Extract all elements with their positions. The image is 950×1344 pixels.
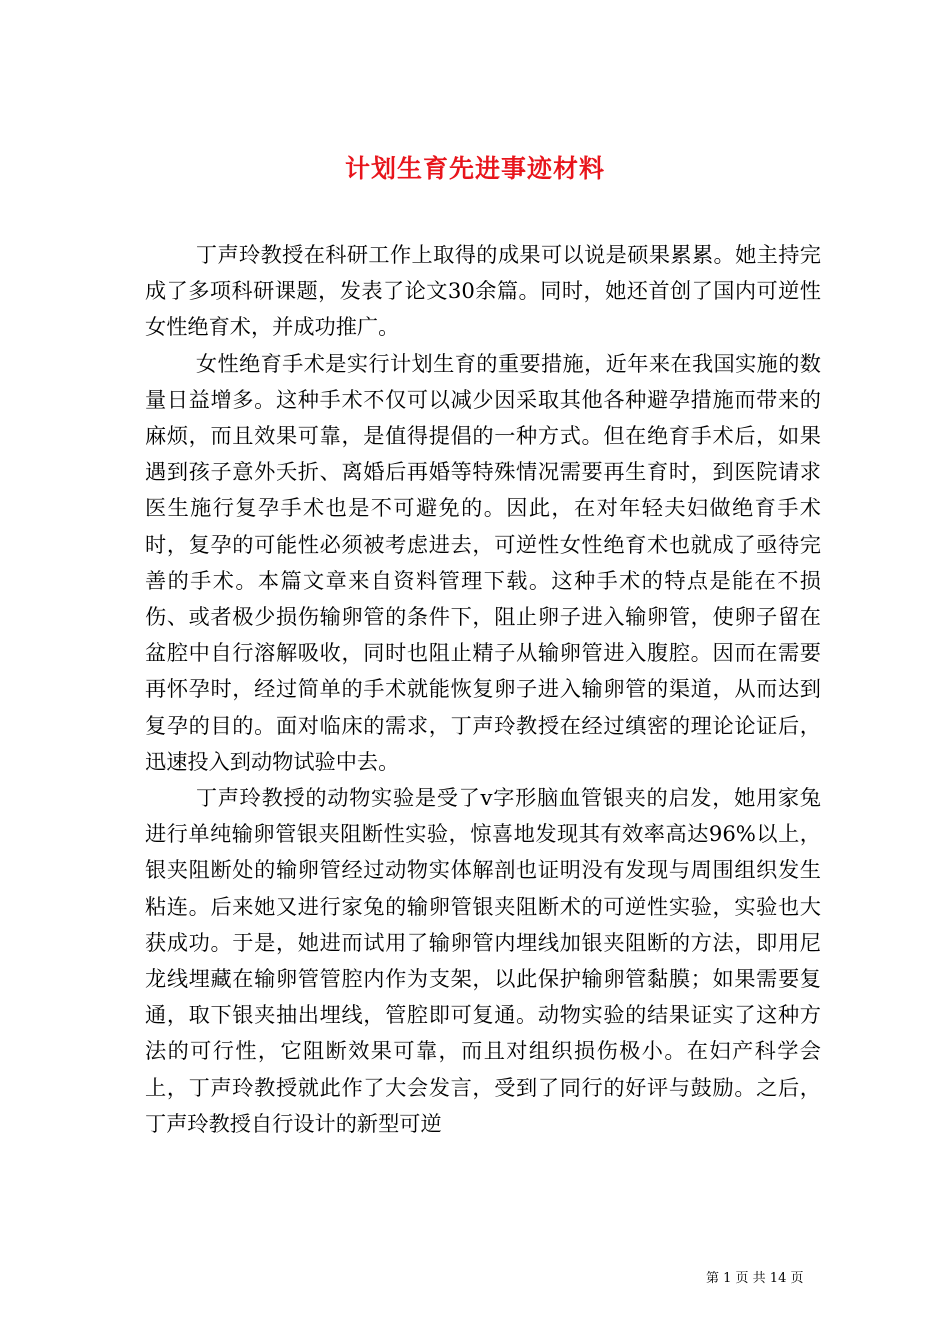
paragraph-1: 丁声玲教授在科研工作上取得的成果可以说是硕果累累。她主持完成了多项科研课题，发表了论文30余篇。同时，她还首创了国内可逆性女性绝育术，并成功推广。 [145,242,821,340]
page-number-footer: 第 1 页 共 14 页 [706,1271,804,1286]
document-body [145,237,821,1142]
document-title: 计划生育先进事迹材料 [344,153,605,183]
paragraph-3: 丁声玲教授的动物实验是受了v字形脑血管银夹的启发，她用家兔进行单纯输卵管银夹阻断性实验，惊喜地发现其有效率高达96%以上，银夹阻断处的输卵管经过动物实体解剖也证明没有发现与周围组织发生粘连。后来她又进行家兔的输卵管银夹阻断术的可逆性实验，实验也大获成功。于是，她进而试用了输卵管内埋线加银夹阻断的方法，即用尼龙线埋藏在输卵管管腔内作为支架，以此保护输卵管黏膜；如果需要复通，取下银夹抽出埋线，管腔即可复通。动物实验的结果证实了这种方法的可行性，它阻断效果可靠，而且对组织损伤极小。在妇产科学会上，丁声玲教授就此作了大会发言，受到了同行的好评与鼓励。之后，丁声玲教授自行设计的新型可逆 [145,785,821,1136]
paragraph-2: 女性绝育手术是实行计划生育的重要措施，近年来在我国实施的数量日益增多。这种手术不仅可以减少因采取其他各种避孕措施而带来的麻烦，而且效果可靠，是值得提倡的一种方式。但在绝育手术后，如果遇到孩子意外夭折、离婚后再婚等特殊情况需要再生育时，到医院请求医生施行复孕手术也是不可避免的。因此，在对年轻夫妇做绝育手术时，复孕的可能性必须被考虑进去，可逆性女性绝育术也就成了亟待完善的手术。本篇文章来自资料管理下载。这种手术的特点是能在不损伤、或者极少损伤输卵管的条件下，阻止卵子进入输卵管，使卵子留在盆腔中自行溶解吸收，同时也阻止精子从输卵管进入腹腔。因而在需要再怀孕时，经过简单的手术就能恢复卵子进入输卵管的渠道，从而达到复孕的目的。面对临床的需求，丁声玲教授在经过缜密的理论论证后，迅速投入到动物试验中去。 [145,350,821,774]
